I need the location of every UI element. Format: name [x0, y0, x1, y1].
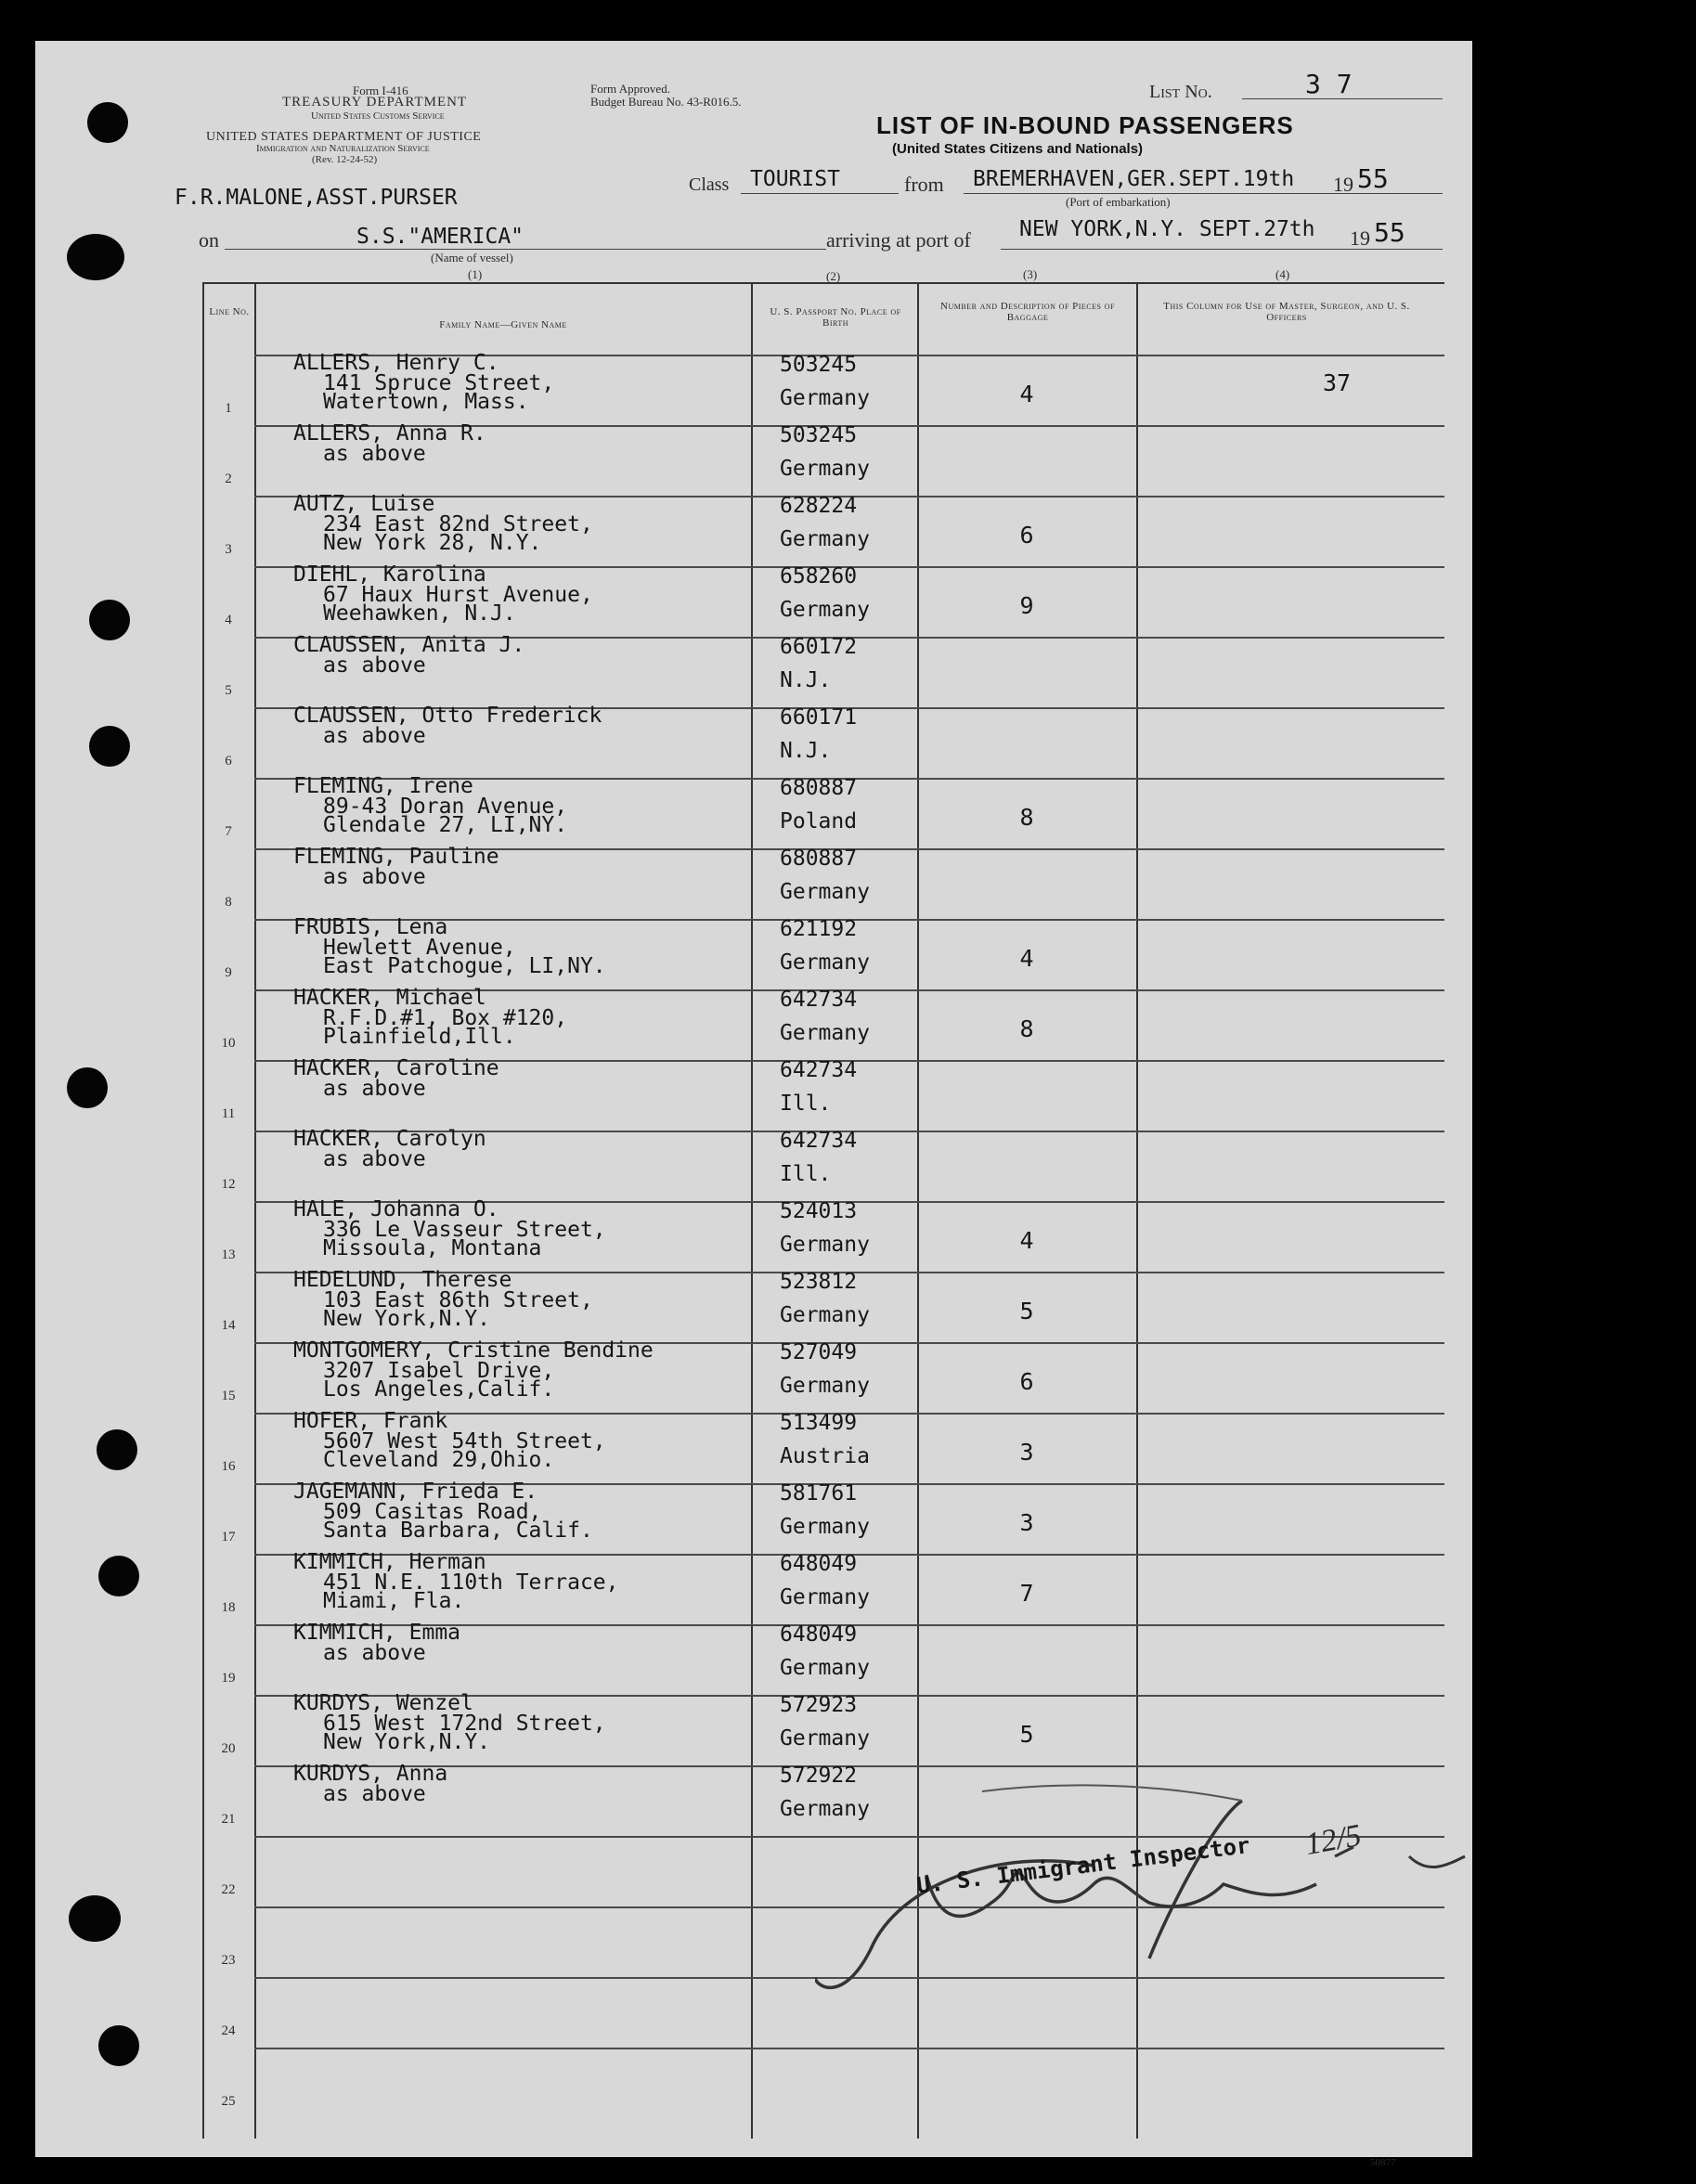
col-header-officers: This Column for Use of Master, Surgeon, and U. S. Officers [1163, 301, 1410, 323]
place-of-birth: Germany [780, 1233, 870, 1257]
passport-number: 572923 [780, 1693, 858, 1717]
baggage-count: 9 [1019, 592, 1034, 619]
line-number: 9 [225, 965, 232, 980]
passenger-entry [293, 1691, 748, 1754]
binder-hole [89, 726, 130, 767]
address-line-2: Weehawken, N.J. [323, 601, 516, 626]
passport-number: 648049 [780, 1552, 858, 1576]
list-no-label: List No. [1149, 82, 1212, 102]
place-of-birth: Germany [780, 1303, 870, 1327]
address-line-2: Missoula, Montana [323, 1236, 542, 1260]
address-line-1: 103 East 86th Street, [323, 1288, 593, 1312]
passenger-entry [293, 423, 748, 464]
baggage-count: 3 [1019, 1509, 1034, 1536]
passport-number: 648049 [780, 1622, 858, 1647]
passport-number: 513499 [780, 1411, 858, 1435]
passenger-name: HOFER, Frank [293, 1409, 448, 1433]
vessel-underline [225, 249, 826, 250]
baggage-count: 3 [1019, 1439, 1034, 1466]
inspector-date-mark: 12/5 [1302, 1818, 1365, 1862]
place-of-birth: Germany [780, 880, 870, 904]
list-no-value: 3 7 [1305, 69, 1353, 99]
table-row [204, 774, 1444, 848]
address-line-1: 141 Spruce Street, [323, 371, 555, 395]
address-line-1: as above [323, 1641, 426, 1665]
purser-name: F.R.MALONE,ASST.PURSER [175, 186, 458, 210]
baggage-count: 4 [1019, 1227, 1034, 1254]
passenger-entry [293, 1268, 748, 1331]
col2-num: (2) [826, 269, 841, 283]
from-year: 55 [1357, 163, 1389, 194]
passenger-entry [293, 846, 748, 887]
baggage-count: 5 [1019, 1298, 1034, 1325]
address-line-1: 451 N.E. 110th Terrace, [323, 1570, 619, 1595]
line-number: 16 [221, 1459, 236, 1474]
passenger-name: FLEMING, Pauline [293, 845, 499, 869]
address-line-2: New York,N.Y. [323, 1730, 491, 1754]
doj-line: UNITED STATES DEPARTMENT OF JUSTICE [206, 130, 482, 144]
class-underline [741, 193, 899, 194]
passport-number: 523812 [780, 1270, 858, 1294]
passport-number: 527049 [780, 1340, 858, 1364]
passenger-name: HEDELUND, Therese [293, 1268, 512, 1292]
address-line-1: as above [323, 865, 426, 889]
line-number: 23 [221, 1953, 236, 1968]
binder-hole [98, 2025, 139, 2066]
baggage-count: 6 [1019, 1368, 1034, 1395]
baggage-count: 4 [1019, 381, 1034, 407]
form-approved: Form Approved. [590, 82, 670, 96]
binder-hole [67, 234, 124, 280]
passenger-entry [293, 1480, 748, 1543]
table-row [204, 562, 1444, 637]
passenger-name: AUTZ, Luise [293, 492, 435, 516]
table-row [204, 704, 1444, 778]
passport-number: 642734 [780, 1058, 858, 1082]
passport-number: 628224 [780, 494, 858, 518]
table-row [204, 986, 1444, 1060]
passenger-entry [293, 1622, 748, 1663]
baggage-count: 7 [1019, 1580, 1034, 1607]
passport-number: 524013 [780, 1199, 858, 1223]
line-number: 8 [225, 895, 232, 910]
address-line-2: Los Angeles,Calif. [323, 1377, 555, 1402]
ins-line: Immigration and Naturalization Service [256, 143, 430, 154]
passenger-name: MONTGOMERY, Cristine Bendine [293, 1338, 654, 1363]
place-of-birth: Germany [780, 1515, 870, 1539]
passenger-entry [293, 1409, 748, 1472]
passenger-name: KIMMICH, Emma [293, 1621, 461, 1645]
address-line-1: 5607 West 54th Street, [323, 1429, 606, 1454]
passport-number: 621192 [780, 917, 858, 941]
place-of-birth: Germany [780, 950, 870, 975]
line-number: 1 [225, 401, 232, 416]
passport-number: 572922 [780, 1764, 858, 1788]
line-number: 2 [225, 472, 232, 486]
address-line-2: East Patchogue, LI,NY. [323, 954, 606, 978]
officer-note: 37 [1322, 369, 1352, 396]
address-line-1: 615 West 172nd Street, [323, 1712, 606, 1736]
place-of-birth: Germany [780, 1726, 870, 1751]
table-row [204, 1409, 1444, 1483]
passport-number: 660172 [780, 635, 858, 659]
vessel-caption: (Name of vessel) [431, 251, 513, 265]
address-line-1: 67 Haux Hurst Avenue, [323, 583, 593, 607]
line-number: 15 [221, 1389, 236, 1403]
passenger-name: KURDYS, Anna [293, 1762, 448, 1786]
place-of-birth: Germany [780, 1656, 870, 1680]
inspector-signature [815, 1745, 1483, 2033]
address-line-1: as above [323, 653, 426, 678]
vessel-name: S.S."AMERICA" [356, 225, 524, 249]
arriving-label: arriving at port of [826, 228, 971, 252]
baggage-count: 8 [1019, 804, 1034, 831]
line-number: 24 [221, 2023, 236, 2038]
binder-hole [97, 1429, 137, 1470]
address-line-1: Hewlett Avenue, [323, 936, 516, 960]
inspector-stamp: U. S. Immigrant Inspector [915, 1831, 1251, 1899]
form-page [35, 41, 1472, 2168]
table-row [204, 1127, 1444, 1201]
binder-hole [67, 1067, 108, 1108]
passenger-name: CLAUSSEN, Otto Frederick [293, 704, 602, 728]
line-number: 25 [221, 2094, 236, 2109]
passenger-entry [293, 1338, 748, 1402]
binder-hole [87, 102, 128, 143]
address-line-1: as above [323, 1782, 426, 1806]
passenger-entry [293, 1550, 748, 1613]
line-number: 3 [225, 542, 232, 557]
address-line-1: as above [323, 1077, 426, 1101]
address-line-2: Plainfield,Ill. [323, 1025, 516, 1049]
line-number: 6 [225, 754, 232, 769]
table-row [204, 633, 1444, 707]
place-of-birth: N.J. [780, 739, 832, 763]
passenger-name: HACKER, Caroline [293, 1056, 499, 1080]
passenger-entry [293, 492, 748, 555]
table-row [204, 1197, 1444, 1272]
col3-num: (3) [1023, 267, 1038, 281]
binder-hole [69, 1895, 121, 1942]
address-line-2: Glendale 27, LI,NY. [323, 813, 568, 837]
address-line-1: 89-43 Doran Avenue, [323, 795, 568, 819]
passport-number: 581761 [780, 1481, 858, 1506]
place-of-birth: Ill. [780, 1092, 832, 1116]
passport-number: 503245 [780, 423, 858, 447]
address-line-1: as above [323, 724, 426, 748]
on-label: on [199, 228, 219, 252]
binder-hole [98, 1556, 139, 1596]
passport-number: 660171 [780, 705, 858, 730]
from-underline [964, 193, 1443, 194]
page-title: LIST OF IN-BOUND PASSENGERS [876, 111, 1294, 139]
passenger-name: DIEHL, Karolina [293, 562, 486, 587]
line-number: 7 [225, 824, 232, 839]
line-number: 20 [221, 1741, 236, 1756]
address-line-2: Santa Barbara, Calif. [323, 1518, 593, 1543]
passenger-name: ALLERS, Henry C. [293, 351, 499, 375]
class-label: Class [689, 174, 730, 195]
col-header-line: Line No. [209, 306, 250, 317]
passenger-name: KIMMICH, Herman [293, 1550, 486, 1574]
passport-number: 642734 [780, 1129, 858, 1153]
passenger-entry [293, 705, 748, 746]
line-number: 11 [221, 1106, 236, 1121]
passenger-name: JAGEMANN, Frieda E. [293, 1480, 538, 1504]
col-header-passport: U. S. Passport No. Place of Birth [770, 306, 901, 329]
table-row [204, 845, 1444, 919]
page-subtitle: (United States Citizens and Nationals) [892, 141, 1144, 157]
address-line-1: 3207 Isabel Drive, [323, 1359, 555, 1383]
passenger-entry [293, 562, 748, 626]
passenger-name: HACKER, Michael [293, 986, 486, 1010]
line-number: 10 [221, 1036, 236, 1051]
passport-number: 680887 [780, 776, 858, 800]
address-line-1: 234 East 82nd Street, [323, 512, 593, 536]
passenger-name: CLAUSSEN, Anita J. [293, 633, 525, 657]
passenger-entry [293, 1764, 748, 1804]
baggage-count: 6 [1019, 522, 1034, 549]
baggage-count: 4 [1019, 945, 1034, 972]
col-header-name: Family Name—Given Name [439, 319, 567, 330]
baggage-count: 8 [1019, 1015, 1034, 1042]
table-row [204, 1056, 1444, 1131]
table-row [204, 915, 1444, 989]
table-row [204, 1480, 1444, 1554]
form-number: Form I-416 [353, 84, 408, 97]
place-of-birth: Germany [780, 1374, 870, 1398]
footer-code: 50877 [1370, 2157, 1396, 2168]
table-row [204, 1268, 1444, 1342]
passenger-name: ALLERS, Anna R. [293, 421, 486, 446]
table-row [204, 1550, 1444, 1624]
table-row [204, 1621, 1444, 1695]
passport-number: 680887 [780, 846, 858, 871]
line-number: 21 [221, 1812, 236, 1827]
passenger-entry [293, 1197, 748, 1260]
passenger-entry [293, 915, 748, 978]
line-number: 22 [221, 1882, 236, 1897]
place-of-birth: Ill. [780, 1162, 832, 1186]
table-row [204, 2048, 1444, 2118]
col-header-baggage: Number and Description of Pieces of Baggage [940, 301, 1115, 323]
place-of-birth: Germany [780, 1021, 870, 1045]
address-line-2: Cleveland 29,Ohio. [323, 1448, 555, 1472]
line-number: 17 [221, 1530, 236, 1544]
line-number: 19 [221, 1671, 236, 1686]
address-line-1: 336 Le Vasseur Street, [323, 1218, 606, 1242]
passenger-name: KURDYS, Wenzel [293, 1691, 473, 1715]
place-of-birth: Germany [780, 1585, 870, 1609]
rev-line: (Rev. 12-24-52) [312, 154, 378, 165]
line-number: 12 [221, 1177, 236, 1192]
passenger-entry [293, 351, 748, 414]
address-line-2: Watertown, Mass. [323, 390, 529, 414]
table-row [204, 421, 1444, 496]
passenger-entry [293, 1058, 748, 1099]
passport-number: 503245 [780, 353, 858, 377]
baggage-count: 5 [1019, 1721, 1034, 1748]
from-label: from [904, 173, 944, 196]
passenger-entry [293, 986, 748, 1049]
arriving-underline [1001, 249, 1443, 250]
passenger-name: FRUBIS, Lena [293, 915, 448, 939]
place-of-birth: Germany [780, 1797, 870, 1821]
line-number: 14 [221, 1318, 236, 1333]
class-value: TOURIST [750, 167, 840, 191]
address-line-2: New York,N.Y. [323, 1307, 491, 1331]
from-value: BREMERHAVEN,GER.SEPT.19th [973, 167, 1295, 191]
port-embark-caption: (Port of embarkation) [1066, 195, 1171, 209]
line-number: 5 [225, 683, 232, 698]
arriving-value: NEW YORK,N.Y. SEPT.27th [1019, 217, 1315, 241]
arr-year-prefix: 19 [1350, 226, 1370, 250]
passenger-entry [293, 774, 748, 837]
line-number: 4 [225, 613, 232, 627]
table-row [204, 492, 1444, 566]
place-of-birth: N.J. [780, 668, 832, 692]
treasury-dept: TREASURY DEPARTMENT [282, 95, 468, 110]
address-line-2: Miami, Fla. [323, 1589, 465, 1613]
arr-year: 55 [1374, 217, 1405, 248]
from-year-prefix: 19 [1333, 173, 1353, 196]
col1-num: (1) [468, 267, 483, 281]
budget-bureau: Budget Bureau No. 43-R016.5. [590, 95, 742, 109]
table-row [204, 351, 1444, 425]
line-number: 13 [221, 1247, 236, 1262]
table-row [204, 1338, 1444, 1413]
customs-service: United States Customs Service [311, 110, 445, 122]
line-number: 18 [221, 1600, 236, 1615]
passenger-entry [293, 635, 748, 676]
place-of-birth: Poland [780, 809, 858, 834]
address-line-1: R.F.D.#1, Box #120, [323, 1006, 568, 1030]
place-of-birth: Germany [780, 386, 870, 410]
place-of-birth: Germany [780, 527, 870, 551]
address-line-2: New York 28, N.Y. [323, 531, 542, 555]
address-line-1: as above [323, 1147, 426, 1171]
passport-number: 642734 [780, 988, 858, 1012]
place-of-birth: Austria [780, 1444, 870, 1468]
passenger-name: HACKER, Carolyn [293, 1127, 486, 1151]
place-of-birth: Germany [780, 457, 870, 481]
address-line-1: 509 Casitas Road, [323, 1500, 542, 1524]
row-divider [254, 2048, 1444, 2049]
passenger-entry [293, 1129, 748, 1170]
col4-num: (4) [1275, 267, 1290, 281]
passenger-name: FLEMING, Irene [293, 774, 473, 798]
list-no-underline [1242, 98, 1443, 99]
address-line-1: as above [323, 442, 426, 466]
binder-hole [89, 600, 130, 640]
place-of-birth: Germany [780, 598, 870, 622]
passport-number: 658260 [780, 564, 858, 588]
passenger-name: HALE, Johanna O. [293, 1197, 499, 1221]
